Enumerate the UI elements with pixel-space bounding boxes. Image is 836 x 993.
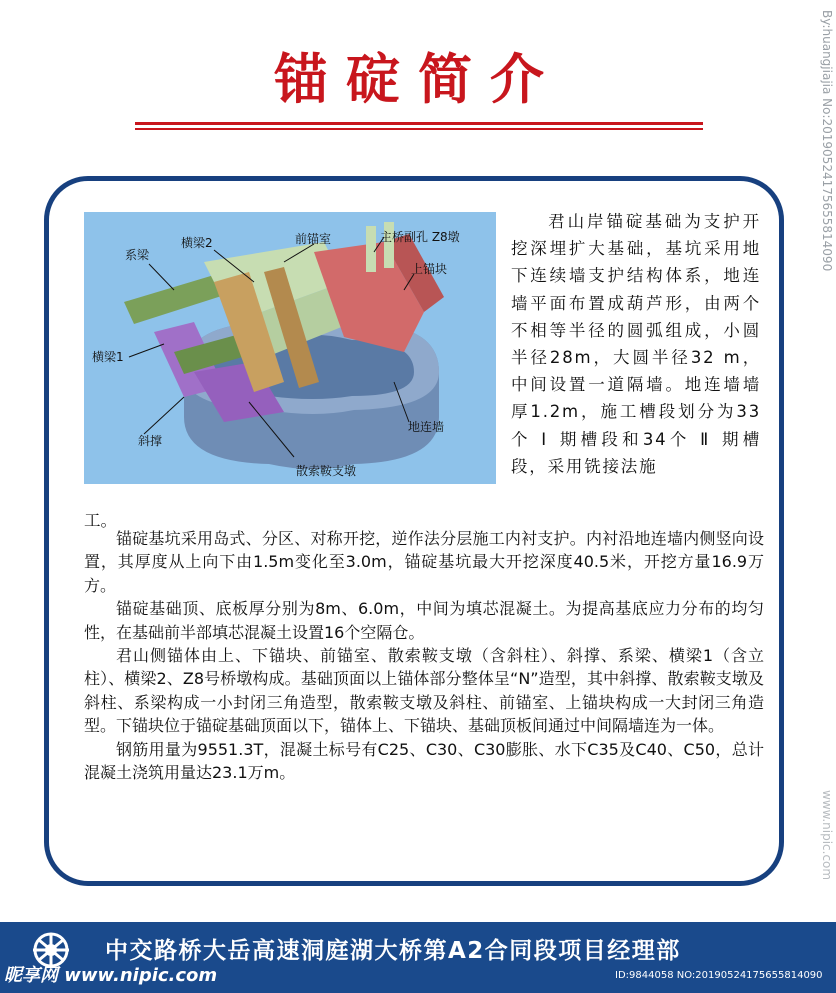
watermark-side-2: www.nipic.com [820, 790, 834, 881]
paragraph-excavation: 锚碇基坑采用岛式、分区、对称开挖，逆作法分层施工内衬支护。内衬沿地连墙内侧竖向设置，其厚度从上向下由1.5m变化至3.0m，锚碇基坑最大开挖深度40.5米，开挖方量16.9万方。 [84, 529, 764, 595]
label-cross-beam-2: 横梁2 [181, 236, 213, 250]
watermark-logo: 昵享网 www.nipic.com [4, 965, 218, 986]
side-paragraph-end: 工。 [84, 511, 117, 530]
paragraph-anchor-body: 君山侧锚体由上、下锚块、前锚室、散索鞍支墩（含斜柱）、斜撑、系梁、横梁1（含立柱）、横梁2、Z8号桥墩构成。基础顶面以上锚体部分整体呈“N”造型，其中斜撑、散索鞍支墩及斜柱、系梁构成一小封闭三角造型，散索鞍支墩及斜柱、前锚室、上锚块构成一大封闭三角造型。下锚块位于锚碇基础顶面以下，锚体上、下锚块、基础顶板间通过中间隔墙连为一体。 [84, 646, 764, 736]
anchorage-diagram [84, 212, 496, 484]
footer-title: 中交路桥大岳高速洞庭湖大桥第A2合同段项目经理部 [105, 938, 681, 964]
label-front-anchor-room: 前锚室 [295, 232, 332, 246]
paragraph-foundation: 锚碇基础顶、底板厚分别为8m、6.0m，中间为填芯混凝土。为提高基底应力分布的均匀性，在基础前半部填芯混凝土设置16个空隔仓。 [84, 599, 764, 642]
label-diagonal-strut: 斜撑 [138, 434, 163, 448]
label-aux-pier: 主桥副孔 Z8墩 [380, 230, 460, 244]
watermark-id: ID:9844058 NO:20190524175655814090 [615, 970, 823, 981]
page-title: 锚碇简介 [274, 48, 562, 111]
label-cross-beam-1: 横梁1 [92, 350, 124, 364]
watermark-side: By:huangjiajia No:20190524175655814090 [820, 10, 834, 272]
label-tie-beam: 系梁 [125, 248, 150, 262]
paragraph-materials: 钢筋用量为9551.3T，混凝土标号有C25、C30、C30膨胀、水下C35及C40、C50，总计混凝土浇筑用量达23.1万m。 [84, 739, 764, 783]
aux-pier-1 [366, 226, 376, 272]
body-text [84, 527, 764, 784]
side-paragraph-text: 君山岸锚碇基础为支护开挖深埋扩大基础，基坑采用地下连续墙支护结构体系，地连墙平面布置成葫芦形，由两个不相等半径的圆弧组成，小圆半径28m，大圆半径32 m，中间设置一道隔墙。地连墙墙厚1.2m，施工槽段划分为33个 Ⅰ 期槽段和34个 Ⅱ 期槽段，采用铣接法施 [511, 212, 761, 476]
title-rule-bottom [135, 128, 703, 130]
label-splay-saddle-pier: 散索鞍支墩 [296, 464, 357, 478]
aux-pier-2 [384, 222, 394, 268]
title-rule-top [135, 122, 703, 125]
side-paragraph [511, 208, 761, 480]
label-diaphragm-wall: 地连墙 [408, 420, 445, 434]
label-upper-anchor-block: 上锚块 [411, 262, 448, 276]
